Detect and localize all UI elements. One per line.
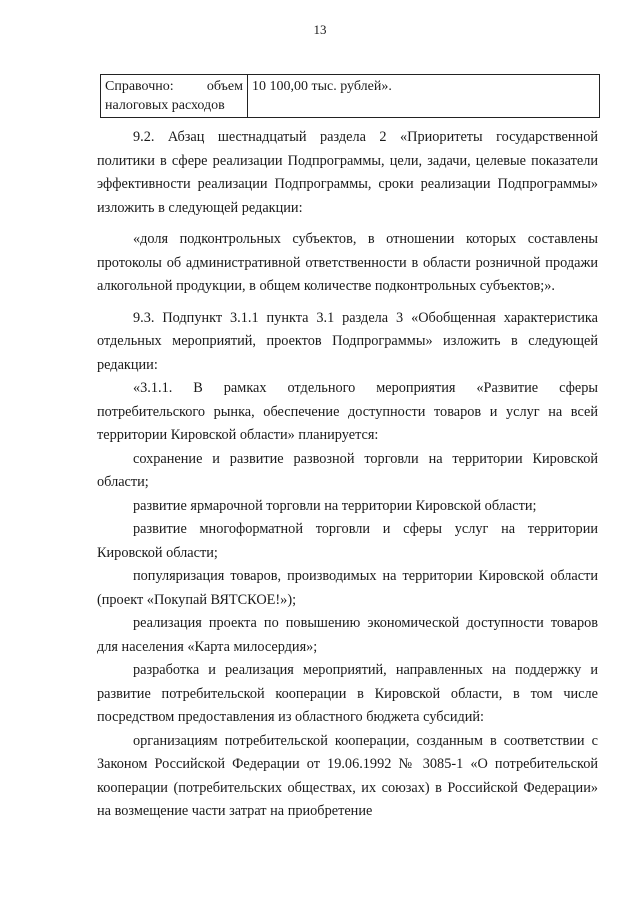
- paragraph-9-3: 9.3. Подпункт 3.1.1 пункта 3.1 раздела 3 «Обобщенная характеристика отдельных мероприятий, проектов Подпрограммы» изложить в следующей редакции:: [97, 309, 598, 373]
- list-item: сохранение и развитие развозной торговли на территории Кировской области;: [97, 450, 598, 490]
- paragraph-3-1-1: «3.1.1. В рамках отдельного мероприятия «Развитие сферы потребительского рынка, обеспечение доступности товаров и услуг на всей территории Кировской области» планируется:: [97, 380, 598, 443]
- table-value-cell: 10 100,00 тыс. рублей».: [248, 75, 600, 118]
- table-label-cell: [101, 75, 248, 118]
- table-label-line: [105, 77, 243, 96]
- list-item: организациям потребительской кооперации, созданным в соответствии с Законом Российской Федерации от 19.06.1992 № 3085-1 «О потребительской кооперации (потребительских обществах, их союзах) в Российской Федерации» на возмещение части затрат на приобретение: [97, 732, 598, 819]
- paragraph-quote-share: «доля подконтрольных субъектов, в отношении которых составлены протоколы об административной ответственности в области розничной продажи алкогольной продукции, в общем количестве подконтрольных субъектов;».: [97, 231, 598, 294]
- list-item: популяризация товаров, производимых на территории Кировской области (проект «Покупай ВЯТСКОЕ!»);: [97, 568, 598, 608]
- list-item: реализация проекта по повышению экономической доступности товаров для населения «Карта милосердия»;: [97, 615, 598, 655]
- table-label-word: Справочно:: [105, 79, 174, 94]
- document-body: [97, 126, 598, 824]
- list-item: разработка и реализация мероприятий, направленных на поддержку и развитие потребительской кооперации в Кировской области, в том числе посредством предоставления из областного бюджета субсидий:: [97, 662, 598, 725]
- table-label-word: объем: [206, 79, 243, 94]
- paragraph-9-2: 9.2. Абзац шестнадцатый раздела 2 «Приоритеты государственной политики в сфере реализации Подпрограммы, цели, задачи, целевые показатели эффективности реализации Подпрограммы, сроки реализации Подпрограммы» изложить в следующей редакции:: [97, 129, 598, 216]
- table-row: [101, 75, 600, 118]
- page-number: 13: [313, 22, 327, 37]
- table-label-line: налоговых расходов: [105, 98, 225, 113]
- tax-expenditure-table: [100, 74, 600, 118]
- list-item: развитие ярмарочной торговли на территории Кировской области;: [133, 497, 537, 514]
- list-item: развитие многоформатной торговли и сферы услуг на территории Кировской области;: [97, 521, 598, 561]
